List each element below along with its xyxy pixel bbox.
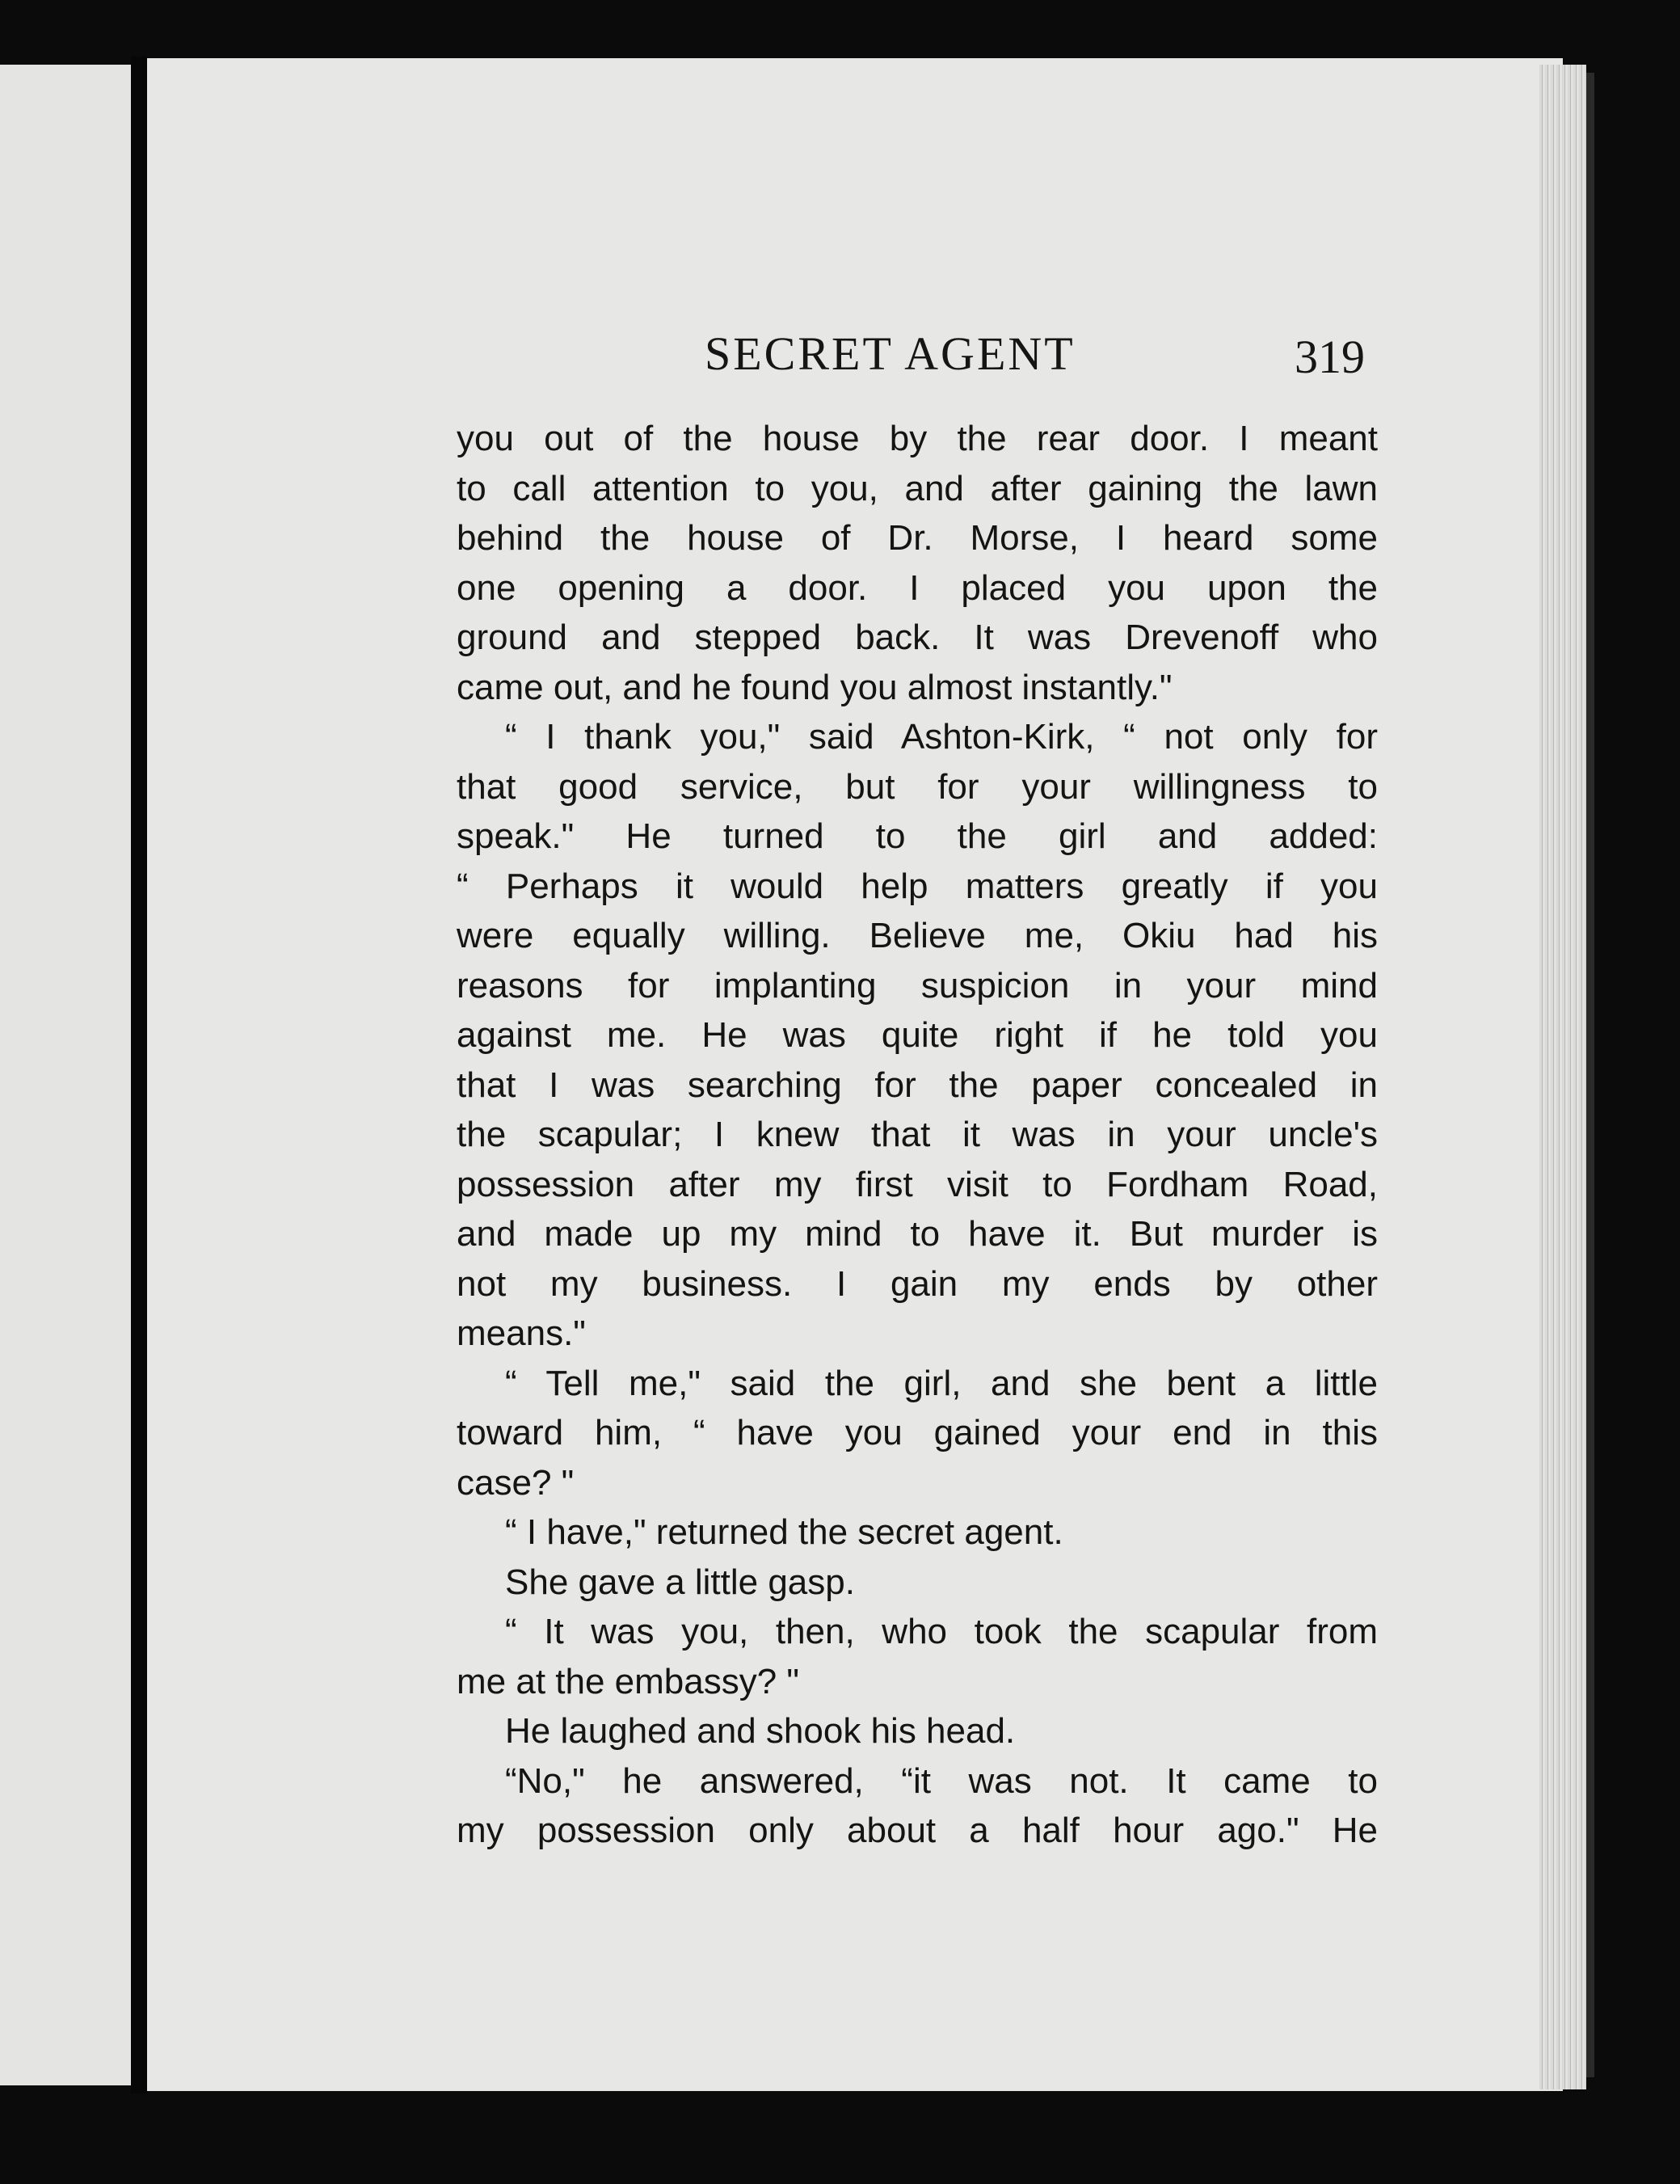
text-line: toward him, “ have you gained your end in this xyxy=(457,1413,1378,1452)
text-line: He laughed and shook his head. xyxy=(505,1711,1016,1751)
text-line: not my business. I gain my ends by other xyxy=(457,1263,1378,1304)
text-line: my possession only about a half hour ago." He xyxy=(457,1811,1378,1850)
text-line: the scapular; I knew that it was in your uncle's xyxy=(457,1115,1378,1154)
text-line: “ I thank you," said Ashton-Kirk, “ not only for xyxy=(505,717,1378,757)
text-line: means." xyxy=(457,1313,586,1353)
text-line: against me. He was quite right if he told you xyxy=(457,1015,1378,1055)
running-head-title: SECRET AGENT xyxy=(705,327,1076,380)
text-line: ground and stepped back. It was Drevenoff who xyxy=(457,618,1378,657)
previous-page-edge xyxy=(0,65,131,2085)
body-text xyxy=(457,414,1378,1856)
text-line: “ Tell me," said the girl, and she bent a little xyxy=(505,1363,1378,1403)
text-line: possession after my first visit to Fordham Road, xyxy=(457,1164,1378,1204)
text-line: that I was searching for the paper concealed in xyxy=(457,1065,1378,1105)
text-line: “ It was you, then, who took the scapular from xyxy=(505,1612,1378,1651)
text-line: were equally willing. Believe me, Okiu had his xyxy=(457,916,1378,955)
text-line: one opening a door. I placed you upon the xyxy=(457,567,1378,608)
text-line: behind the house of Dr. Morse, I heard some xyxy=(457,518,1378,558)
page-edges xyxy=(1539,65,1586,2089)
running-head xyxy=(147,327,1563,391)
text-line: “ Perhaps it would help matters greatly if you xyxy=(457,866,1378,906)
text-line: and made up my mind to have it. But murder is xyxy=(457,1214,1378,1254)
text-line: She gave a little gasp. xyxy=(505,1562,855,1602)
text-line: came out, and he found you almost instantly." xyxy=(457,667,1173,707)
text-line: reasons for implanting suspicion in your mind xyxy=(457,965,1378,1006)
book-page xyxy=(147,58,1563,2091)
text-line: you out of the house by the rear door. I meant xyxy=(457,419,1378,458)
book-gutter xyxy=(131,57,147,2093)
page-number: 319 xyxy=(1295,331,1365,383)
text-line: “ I have," returned the secret agent. xyxy=(505,1512,1063,1552)
text-line: case? " xyxy=(457,1462,575,1503)
text-line: that good service, but for your willingness to xyxy=(457,766,1378,807)
text-line: “No," he answered, “it was not. It came to xyxy=(505,1760,1378,1801)
text-line: me at the embassy? " xyxy=(457,1661,800,1701)
text-line: speak." He turned to the girl and added: xyxy=(457,816,1378,856)
page-edge-shadow xyxy=(1586,73,1594,2077)
text-line: to call attention to you, and after gaining the lawn xyxy=(457,468,1378,508)
